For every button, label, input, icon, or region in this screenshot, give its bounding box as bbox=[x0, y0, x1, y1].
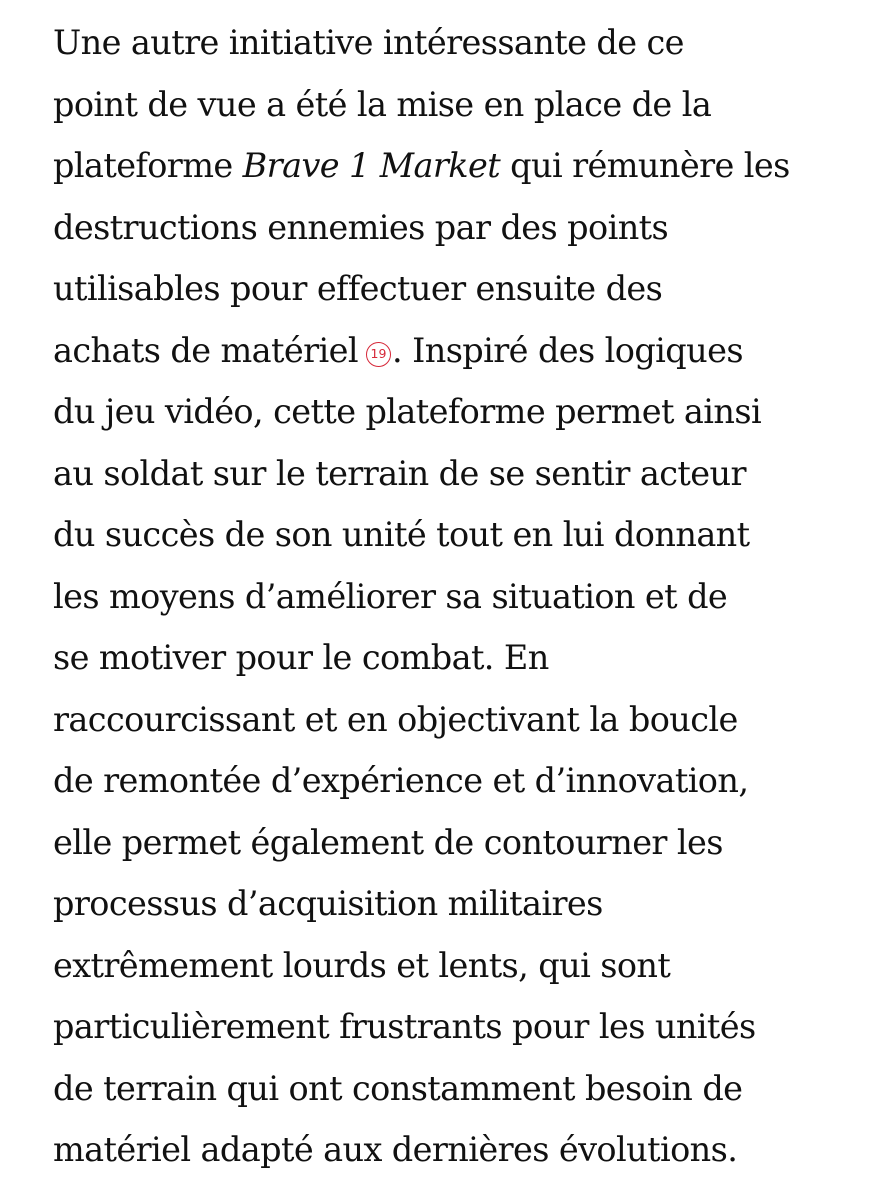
text-line: destructions ennemies par des points bbox=[53, 207, 669, 247]
text-segment: plateforme bbox=[53, 146, 243, 185]
text-line: matériel adapté aux dernières évolutions. bbox=[53, 1130, 738, 1169]
text-line: de terrain qui ont constamment besoin de bbox=[53, 1068, 743, 1108]
text-line: de remontée d’expérience et d’innovation, bbox=[53, 761, 749, 800]
text-line: processus d’acquisition militaires bbox=[53, 884, 603, 923]
text-line: les moyens d’améliorer sa situation et de bbox=[53, 576, 728, 616]
text-line: au soldat sur le terrain de se sentir acteur bbox=[53, 453, 746, 493]
article-paragraph bbox=[53, 12, 853, 1181]
footnote-reference-badge[interactable]: 19 bbox=[366, 342, 391, 367]
text-line: Une autre initiative intéressante de ce bbox=[53, 23, 684, 62]
text-line: utilisables pour effectuer ensuite des bbox=[53, 269, 663, 308]
text-line: extrêmement lourds et lents, qui sont bbox=[53, 945, 671, 985]
text-line: raccourcissant et en objectivant la boucle bbox=[53, 699, 738, 739]
text-line: du succès de son unité tout en lui donnant bbox=[53, 515, 750, 554]
text-segment: . Inspiré des logiques bbox=[392, 330, 743, 370]
text-line: du jeu vidéo, cette plateforme permet ainsi bbox=[53, 392, 762, 431]
text-line: particulièrement frustrants pour les unités bbox=[53, 1007, 756, 1046]
text-line: point de vue a été la mise en place de la bbox=[53, 84, 712, 124]
platform-name-italic: Brave 1 Market bbox=[242, 146, 501, 185]
text-line bbox=[53, 135, 853, 197]
text-line bbox=[53, 320, 853, 382]
text-segment: achats de matériel bbox=[53, 330, 358, 370]
text-line: se motiver pour le combat. En bbox=[53, 638, 549, 677]
text-line: elle permet également de contourner les bbox=[53, 822, 723, 862]
text-segment: qui rémunère les bbox=[500, 146, 790, 185]
